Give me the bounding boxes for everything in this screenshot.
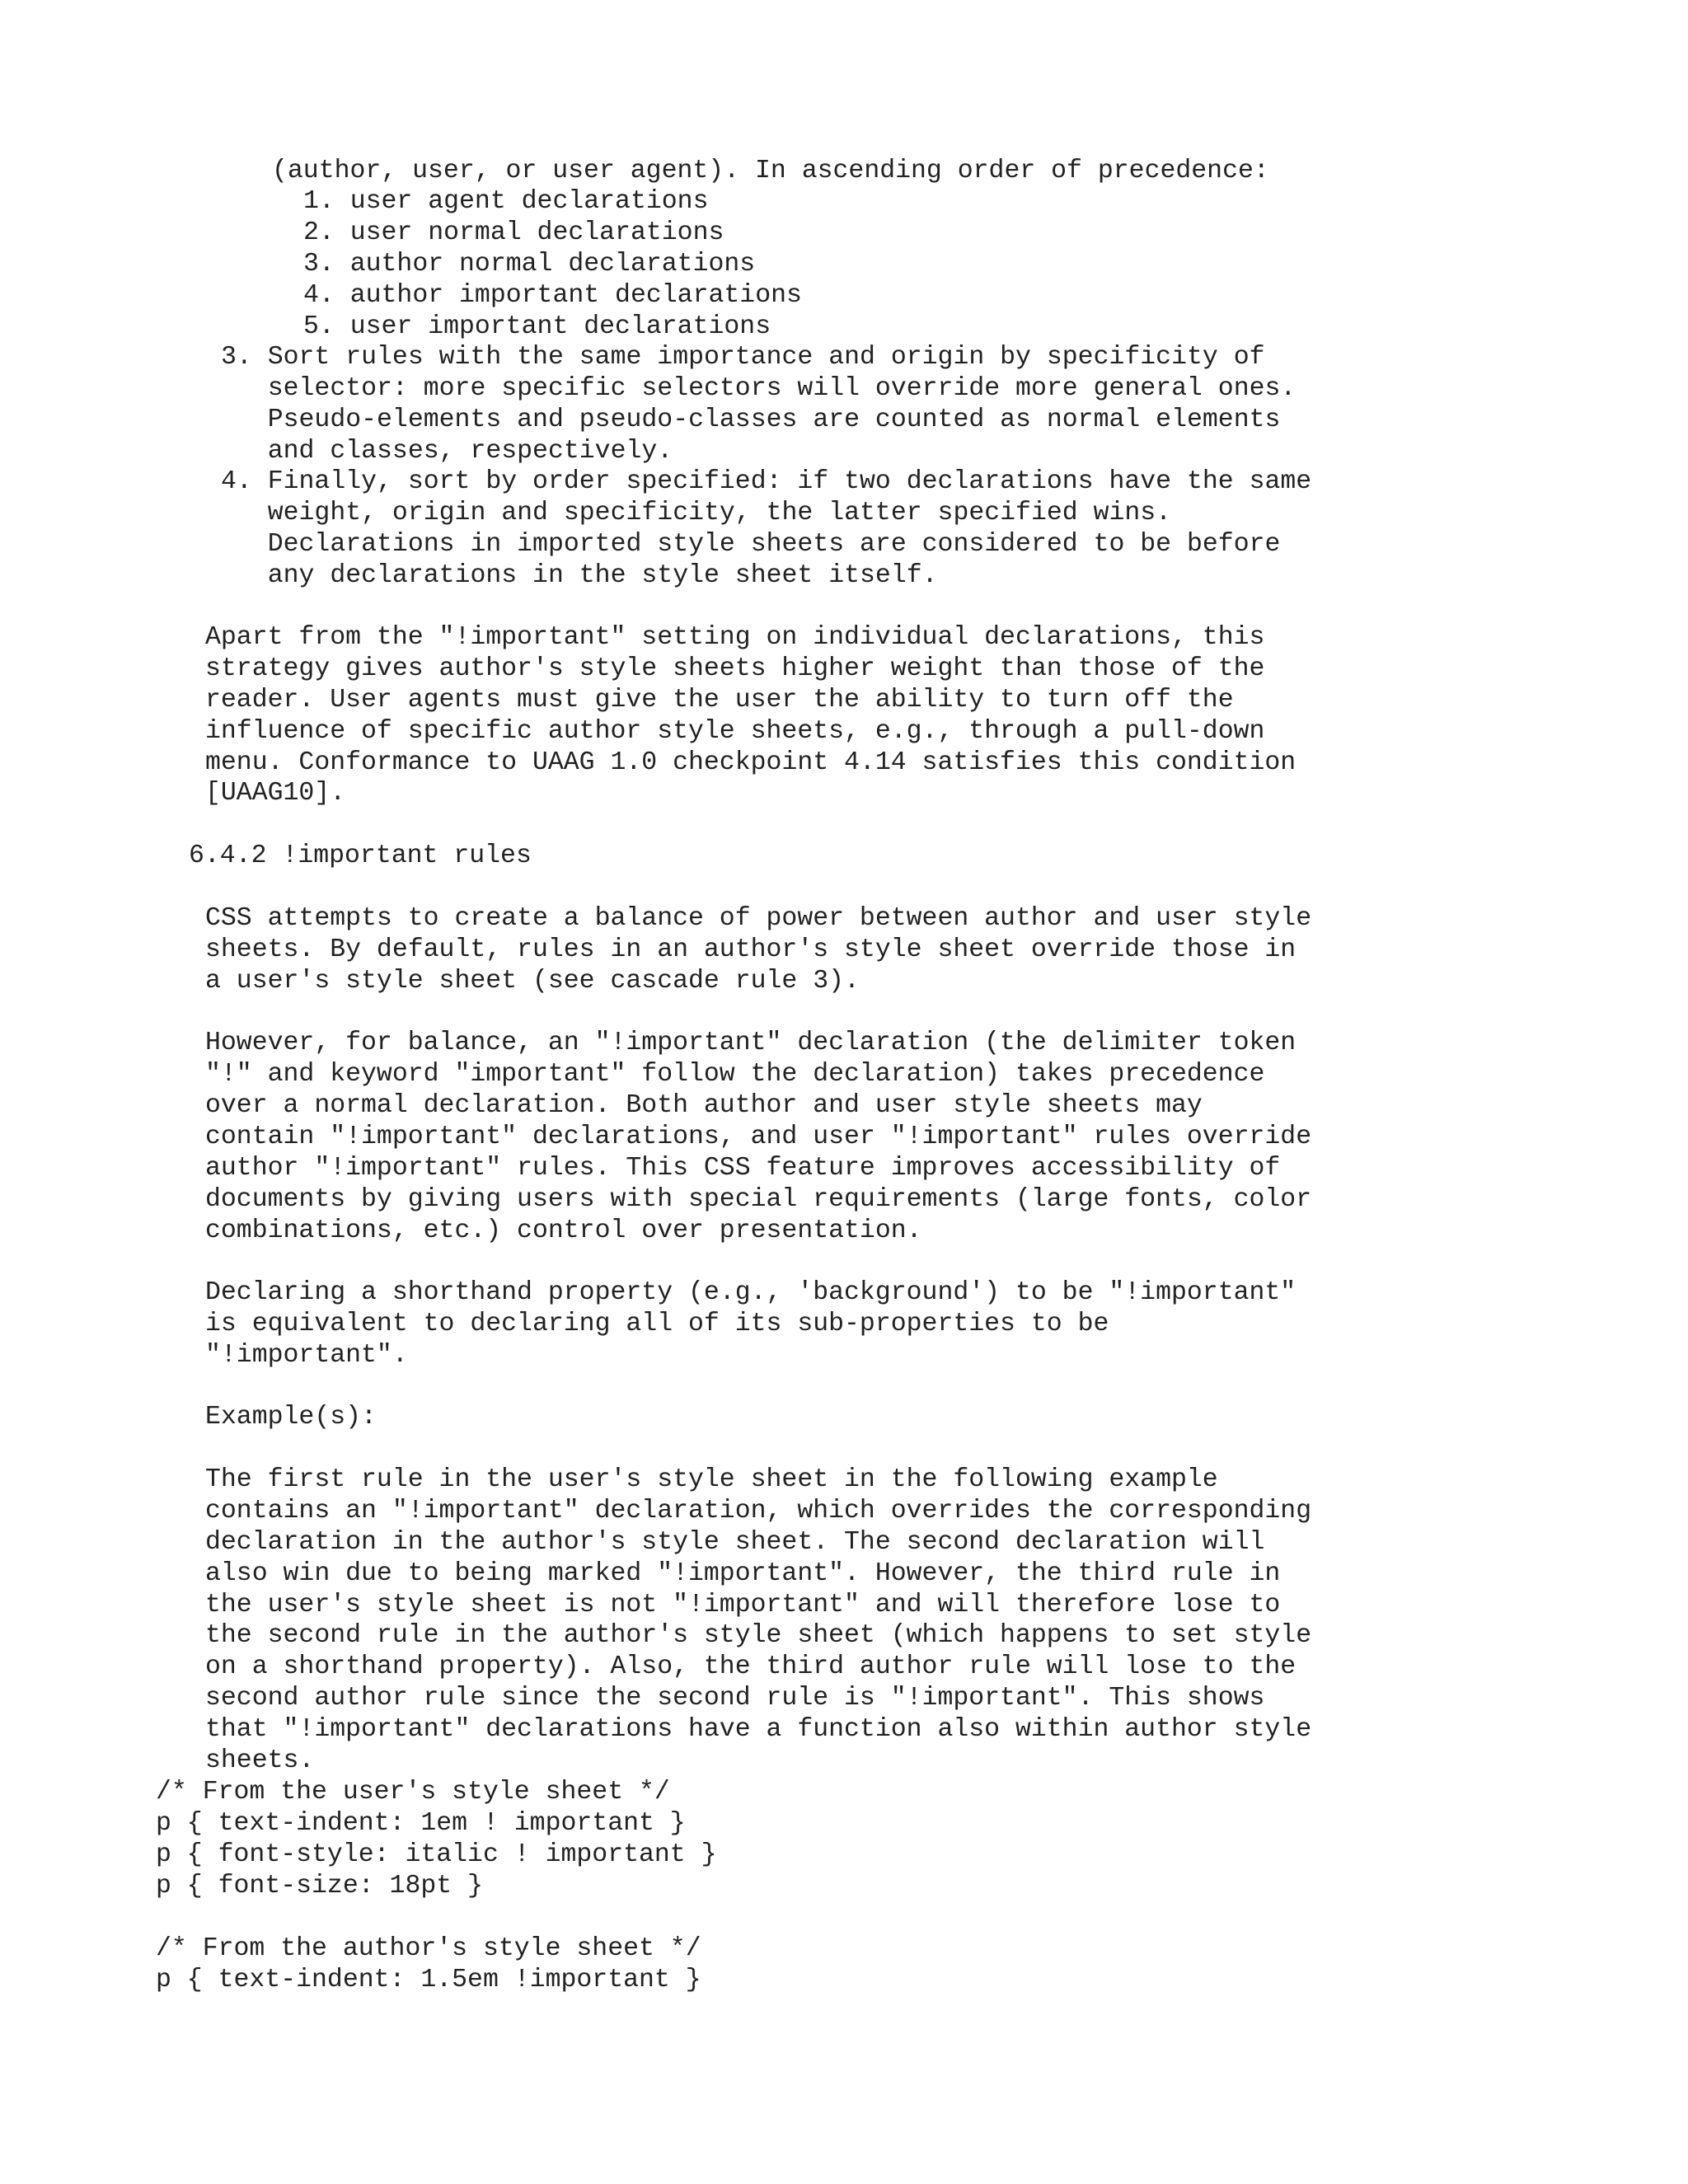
paragraph-line: the user's style sheet is not "!important" and will therefore lose to: [205, 1591, 1281, 1619]
paragraph-line: contains an "!important" declaration, which overrides the corresponding: [205, 1497, 1312, 1526]
paragraph-line: sheets.: [205, 1746, 315, 1775]
paragraph-line: menu. Conformance to UAAG 1.0 checkpoint 4.14 satisfies this condition: [205, 748, 1296, 777]
paragraph-line: strategy gives author's style sheets higher weight than those of the: [205, 654, 1265, 683]
paragraph-line: However, for balance, an "!important" declaration (the delimiter token: [205, 1029, 1296, 1057]
origin-order-item: 1. user agent declarations: [303, 187, 709, 216]
code-line: /* From the author's style sheet */: [156, 1934, 701, 1963]
paragraph-line: CSS attempts to create a balance of power between author and user style: [205, 904, 1312, 933]
paragraph-line: the second rule in the author's style sheet (which happens to set style: [205, 1621, 1312, 1650]
cascade-step-4-line: Declarations in imported style sheets are considered to be before: [221, 530, 1281, 559]
paragraph-line: [UAAG10].: [205, 779, 346, 808]
cascade-step-4-line: any declarations in the style sheet itself.: [221, 561, 938, 590]
paragraph-line: Declaring a shorthand property (e.g., 'background') to be "!important": [205, 1278, 1296, 1307]
paragraph-line: over a normal declaration. Both author and user style sheets may: [205, 1091, 1203, 1120]
origin-order-item: 2. user normal declarations: [303, 218, 724, 247]
paragraph-line: influence of specific author style sheets, e.g., through a pull-down: [205, 717, 1265, 746]
origin-order-item: 4. author important declarations: [303, 281, 802, 310]
paragraph-line: documents by giving users with special requirements (large fonts, color: [205, 1185, 1312, 1214]
code-line: p { font-style: italic ! important }: [156, 1840, 717, 1869]
paragraph-line: Apart from the "!important" setting on individual declarations, this: [205, 623, 1265, 652]
cascade-step-4-line: weight, origin and specificity, the latter specified wins.: [221, 499, 1172, 527]
paragraph-line: second author rule since the second rule is "!important". This shows: [205, 1684, 1265, 1713]
paragraph-line: The first rule in the user's style sheet in the following example: [205, 1465, 1218, 1494]
paragraph-line: "!important".: [205, 1341, 408, 1370]
paragraph-line: is equivalent to declaring all of its sub-properties to be: [205, 1310, 1109, 1338]
cascade-step-3-line: Pseudo-elements and pseudo-classes are counted as normal elements: [221, 405, 1281, 434]
cascade-step-3-line: and classes, respectively.: [221, 437, 673, 466]
paragraph-line: contain "!important" declarations, and user "!important" rules override: [205, 1122, 1312, 1151]
code-line: p { font-size: 18pt }: [156, 1872, 483, 1900]
code-line: p { text-indent: 1em ! important }: [156, 1809, 686, 1838]
paragraph-line: sheets. By default, rules in an author's style sheet override those in: [205, 935, 1296, 964]
cascade-step-3-line: selector: more specific selectors will override more general ones.: [221, 374, 1296, 403]
cascade-intro-line: (author, user, or user agent). In ascending order of precedence:: [272, 157, 1269, 185]
code-line: /* From the user's style sheet */: [156, 1778, 670, 1807]
section-heading: 6.4.2 !important rules: [189, 841, 532, 870]
paragraph-line: reader. User agents must give the user the ability to turn off the: [205, 686, 1234, 715]
paragraph-line: also win due to being marked "!important". However, the third rule in: [205, 1559, 1281, 1588]
paragraph-line: on a shorthand property). Also, the third author rule will lose to the: [205, 1652, 1296, 1681]
paragraph-line: author "!important" rules. This CSS feature improves accessibility of: [205, 1154, 1281, 1183]
paragraph-line: "!" and keyword "important" follow the declaration) takes precedence: [205, 1060, 1265, 1089]
cascade-step-4-line: 4. Finally, sort by order specified: if two declarations have the same: [221, 467, 1312, 496]
origin-order-item: 3. author normal declarations: [303, 250, 756, 279]
paragraph-line: combinations, etc.) control over presentation.: [205, 1216, 922, 1245]
cascade-step-3-line: 3. Sort rules with the same importance and origin by specificity of: [221, 343, 1265, 372]
paragraph-line: a user's style sheet (see cascade rule 3).: [205, 967, 860, 996]
code-line: p { text-indent: 1.5em !important }: [156, 1966, 701, 1994]
paragraph-line: declaration in the author's style sheet. The second declaration will: [205, 1528, 1265, 1557]
paragraph-line: that "!important" declarations have a function also within author style: [205, 1715, 1312, 1744]
origin-order-item: 5. user important declarations: [303, 312, 771, 341]
examples-label: Example(s):: [205, 1403, 377, 1432]
